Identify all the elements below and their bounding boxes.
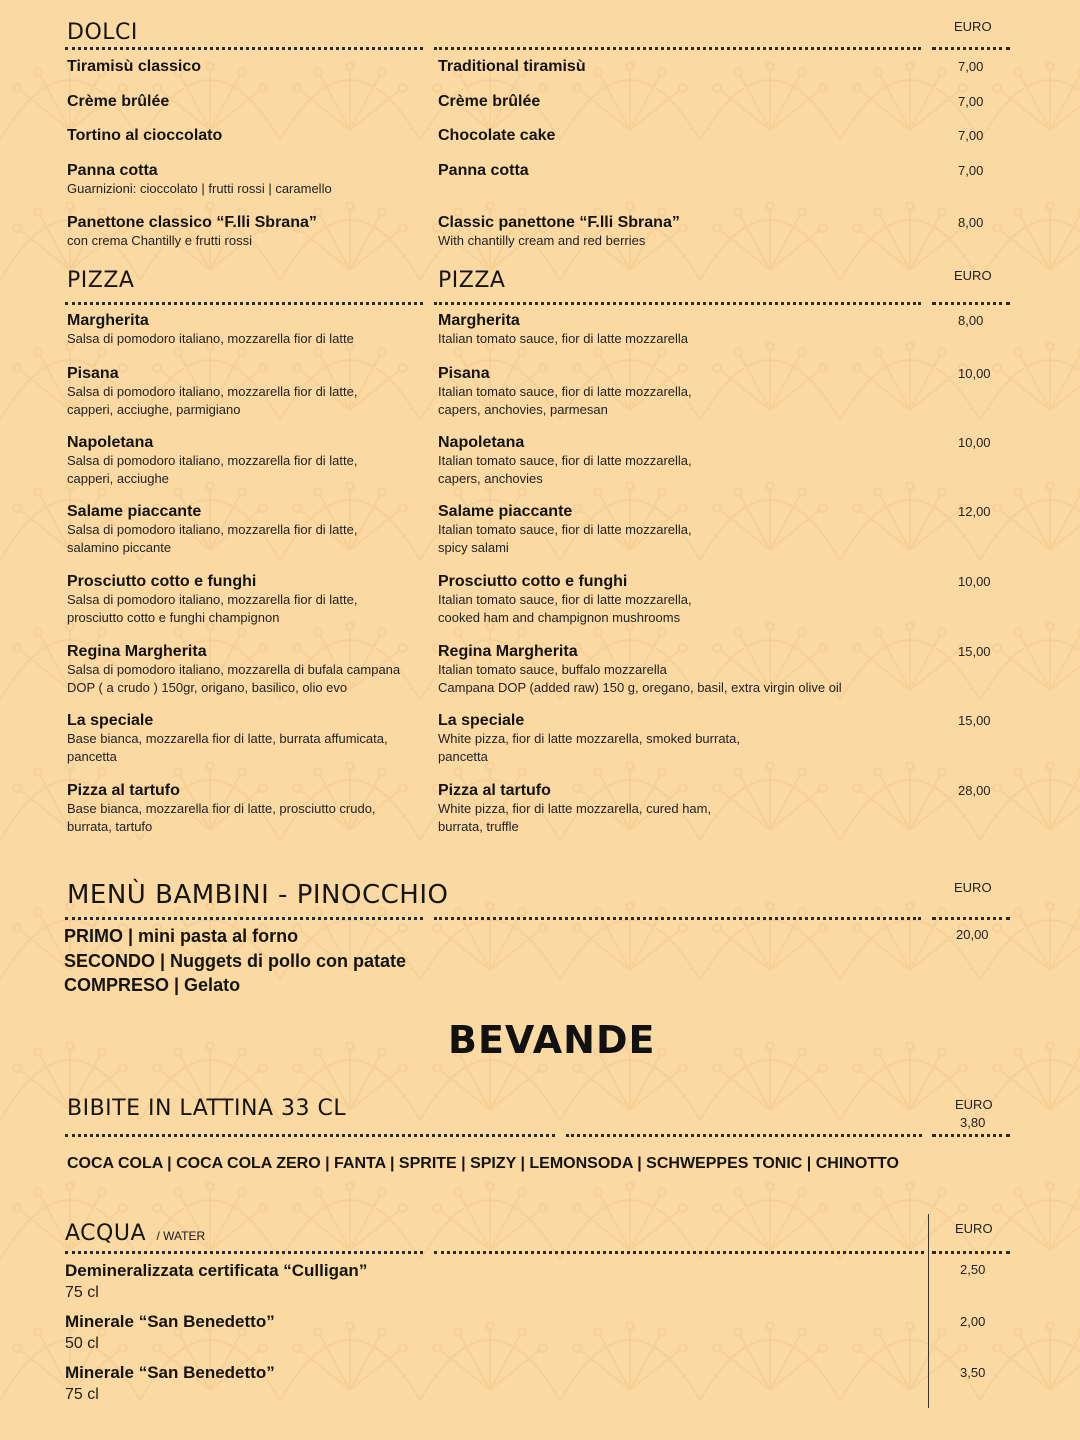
water-subtitle: / WATER bbox=[156, 1229, 206, 1243]
water-title: ACQUA bbox=[65, 1221, 146, 1246]
water-item-3 bbox=[65, 1363, 275, 1404]
pizza-item-price: 10,00 bbox=[958, 435, 991, 450]
dolci-item-en bbox=[438, 214, 878, 250]
pizza-item-en bbox=[438, 782, 878, 835]
water-price-separator bbox=[928, 1214, 929, 1408]
dolci-item-price: 7,00 bbox=[958, 163, 984, 178]
dolci-item-it bbox=[67, 162, 427, 198]
item-name: Panna cotta bbox=[438, 162, 529, 179]
water-heading bbox=[65, 1221, 205, 1246]
pizza-item-price: 15,00 bbox=[958, 713, 991, 728]
dolci-item-it bbox=[67, 127, 427, 145]
pizza-divider-price bbox=[932, 302, 1010, 305]
item-description: Salsa di pomodoro italiano, mozzarella fior di latte, salamino piccante bbox=[67, 522, 358, 555]
item-name: Salame piaccante bbox=[438, 503, 573, 520]
bambini-divider-en bbox=[434, 917, 921, 920]
bambini-primo: PRIMO | mini pasta al forno bbox=[64, 926, 299, 946]
pizza-item-en bbox=[438, 312, 878, 348]
item-description: White pizza, fior di latte mozzarella, cured ham, burrata, truffle bbox=[438, 801, 712, 834]
water-item-price: 2,00 bbox=[960, 1314, 986, 1329]
item-description: Base bianca, mozzarella fior di latte, prosciutto crudo, burrata, tartufo bbox=[67, 801, 376, 834]
cans-divider-price bbox=[932, 1134, 1010, 1137]
item-description: Salsa di pomodoro italiano, mozzarella fior di latte bbox=[67, 331, 354, 346]
bevande-title: BEVANDE bbox=[448, 1018, 656, 1062]
pizza-title-en: PIZZA bbox=[438, 268, 506, 293]
item-description: White pizza, fior di latte mozzarella, smoked burrata, pancetta bbox=[438, 731, 741, 764]
item-name: Panettone classico “F.lli Sbrana” bbox=[67, 214, 317, 231]
dolci-divider-en bbox=[434, 47, 921, 50]
pizza-item-en bbox=[438, 365, 878, 418]
item-name: Tiramisù classico bbox=[67, 58, 201, 75]
pizza-item-en bbox=[438, 643, 878, 696]
cans-title: BIBITE IN LATTINA 33 CL bbox=[67, 1096, 347, 1121]
item-name: Pisana bbox=[67, 365, 119, 382]
item-description: Italian tomato sauce, fior di latte mozzarella, spicy salami bbox=[438, 522, 692, 555]
item-name: Crème brûlée bbox=[438, 93, 541, 110]
bambini-secondo: SECONDO | Nuggets di pollo con patate bbox=[64, 950, 407, 971]
water-item-size: 75 cl bbox=[65, 1284, 99, 1301]
item-name: Chocolate cake bbox=[438, 127, 556, 144]
pizza-item-price: 10,00 bbox=[958, 574, 991, 589]
bambini-courses bbox=[64, 924, 406, 998]
item-name: Pizza al tartufo bbox=[67, 782, 180, 799]
item-name: Tortino al cioccolato bbox=[67, 127, 223, 144]
item-name: Napoletana bbox=[438, 434, 525, 451]
pizza-item-price: 8,00 bbox=[958, 313, 984, 328]
pizza-item-it bbox=[67, 434, 427, 487]
item-name: La speciale bbox=[438, 712, 525, 729]
dolci-item-it bbox=[67, 58, 427, 76]
pizza-item-it bbox=[67, 312, 427, 348]
dolci-euro-label: EURO bbox=[954, 19, 992, 34]
item-name: Pizza al tartufo bbox=[438, 782, 551, 799]
item-name: Pisana bbox=[438, 365, 490, 382]
water-item-2 bbox=[65, 1312, 275, 1353]
water-euro-label: EURO bbox=[955, 1221, 993, 1236]
water-item-name: Minerale “San Benedetto” bbox=[65, 1363, 275, 1382]
bambini-price: 20,00 bbox=[956, 927, 989, 942]
pizza-euro-label: EURO bbox=[954, 268, 992, 283]
cans-euro-label: EURO bbox=[955, 1097, 993, 1112]
dolci-item-it bbox=[67, 93, 427, 111]
dolci-divider-it bbox=[65, 47, 423, 50]
dolci-item-price: 7,00 bbox=[958, 59, 984, 74]
dolci-item-price: 7,00 bbox=[958, 94, 984, 109]
item-description: Base bianca, mozzarella fior di latte, burrata affumicata, pancetta bbox=[67, 731, 388, 764]
water-item-size: 75 cl bbox=[65, 1386, 99, 1403]
item-name: Margherita bbox=[438, 312, 520, 329]
item-description: con crema Chantilly e frutti rossi bbox=[67, 233, 252, 248]
item-name: Traditional tiramisù bbox=[438, 58, 586, 75]
pizza-item-it bbox=[67, 365, 427, 418]
item-name: Margherita bbox=[67, 312, 149, 329]
item-name: Prosciutto cotto e funghi bbox=[67, 573, 257, 590]
item-name: Napoletana bbox=[67, 434, 154, 451]
water-divider-mid bbox=[434, 1251, 924, 1254]
pizza-item-price: 10,00 bbox=[958, 366, 991, 381]
item-description: Salsa di pomodoro italiano, mozzarella fior di latte, capperi, acciughe bbox=[67, 453, 358, 486]
cans-list: COCA COLA | COCA COLA ZERO | FANTA | SPRITE | SPIZY | LEMONSODA | SCHWEPPES TONIC | CHINOTTO bbox=[67, 1155, 899, 1172]
pizza-item-price: 28,00 bbox=[958, 783, 991, 798]
cans-price: 3,80 bbox=[960, 1115, 986, 1130]
item-name: La speciale bbox=[67, 712, 154, 729]
cans-divider-mid bbox=[566, 1134, 922, 1137]
water-item-price: 3,50 bbox=[960, 1365, 986, 1380]
item-description: Italian tomato sauce, buffalo mozzarella Campana DOP (added raw) 150 g, oregano, basil, extra virgin olive oil bbox=[438, 662, 842, 695]
bambini-euro-label: EURO bbox=[954, 880, 992, 895]
water-item-size: 50 cl bbox=[65, 1335, 99, 1352]
pizza-item-it bbox=[67, 712, 427, 765]
item-description: Italian tomato sauce, fior di latte mozzarella bbox=[438, 331, 689, 346]
cans-divider-left bbox=[65, 1134, 555, 1137]
item-description: Guarnizioni: cioccolato | frutti rossi | caramello bbox=[67, 181, 332, 196]
pizza-item-en bbox=[438, 434, 878, 487]
item-name: Regina Margherita bbox=[67, 643, 207, 660]
dolci-item-en bbox=[438, 93, 878, 111]
dolci-item-en bbox=[438, 58, 878, 76]
item-description: Salsa di pomodoro italiano, mozzarella fior di latte, capperi, acciughe, parmigiano bbox=[67, 384, 358, 417]
pizza-item-it bbox=[67, 503, 427, 556]
item-name: Crème brûlée bbox=[67, 93, 170, 110]
pizza-divider-it bbox=[65, 302, 423, 305]
bambini-title: MENÙ BAMBINI - PINOCCHIO bbox=[67, 880, 449, 910]
dolci-item-en bbox=[438, 162, 878, 180]
pizza-item-en bbox=[438, 503, 878, 556]
water-item-1 bbox=[65, 1261, 367, 1302]
pizza-title-it: PIZZA bbox=[67, 268, 135, 293]
pizza-item-price: 12,00 bbox=[958, 504, 991, 519]
pizza-item-it bbox=[67, 643, 427, 696]
item-name: Prosciutto cotto e funghi bbox=[438, 573, 628, 590]
item-description: Italian tomato sauce, fior di latte mozzarella, cooked ham and champignon mushrooms bbox=[438, 592, 692, 625]
water-item-name: Demineralizzata certificata “Culligan” bbox=[65, 1261, 368, 1280]
dolci-item-it bbox=[67, 214, 427, 250]
item-description: Italian tomato sauce, fior di latte mozzarella, capers, anchovies, parmesan bbox=[438, 384, 692, 417]
pizza-item-en bbox=[438, 712, 878, 765]
dolci-title: DOLCI bbox=[67, 20, 138, 45]
bambini-divider-it bbox=[65, 917, 423, 920]
dolci-item-price: 8,00 bbox=[958, 215, 984, 230]
pizza-divider-en bbox=[434, 302, 921, 305]
water-item-name: Minerale “San Benedetto” bbox=[65, 1312, 275, 1331]
pizza-item-it bbox=[67, 573, 427, 626]
item-description: With chantilly cream and red berries bbox=[438, 233, 646, 248]
item-name: Regina Margherita bbox=[438, 643, 578, 660]
bambini-compreso: COMPRESO | Gelato bbox=[64, 975, 241, 995]
dolci-divider-price bbox=[932, 47, 1010, 50]
item-description: Salsa di pomodoro italiano, mozzarella di bufala campana DOP ( a crudo ) 150gr, origano, basilico, olio evo bbox=[67, 662, 401, 695]
water-item-price: 2,50 bbox=[960, 1262, 986, 1277]
pizza-item-price: 15,00 bbox=[958, 644, 991, 659]
item-name: Salame piaccante bbox=[67, 503, 202, 520]
dolci-item-price: 7,00 bbox=[958, 128, 984, 143]
item-name: Panna cotta bbox=[67, 162, 158, 179]
item-description: Salsa di pomodoro italiano, mozzarella fior di latte, prosciutto cotto e funghi champignon bbox=[67, 592, 358, 625]
pizza-item-it bbox=[67, 782, 427, 835]
water-divider-price bbox=[932, 1251, 1010, 1254]
item-description: Italian tomato sauce, fior di latte mozzarella, capers, anchovies bbox=[438, 453, 692, 486]
item-name: Classic panettone “F.lli Sbrana” bbox=[438, 214, 680, 231]
dolci-item-en bbox=[438, 127, 878, 145]
bambini-divider-price bbox=[932, 917, 1010, 920]
pizza-item-en bbox=[438, 573, 878, 626]
water-divider-left bbox=[65, 1251, 423, 1254]
